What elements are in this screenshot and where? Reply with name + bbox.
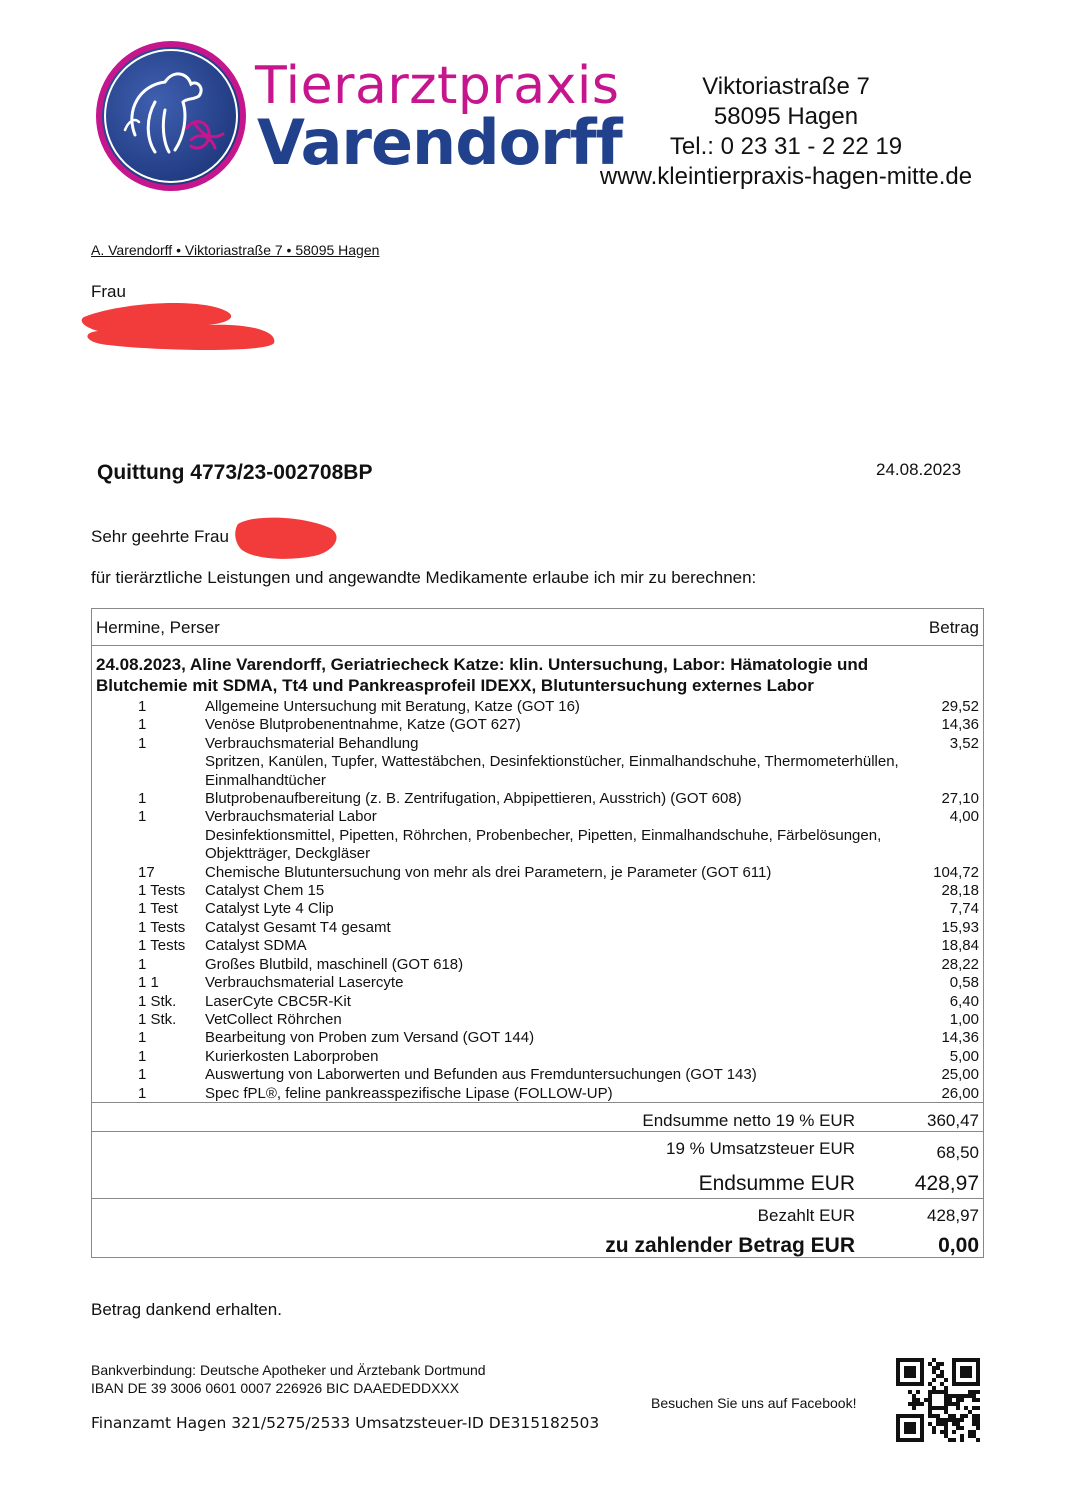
line-item [92, 974, 983, 992]
line-item-amount: 104,72 [933, 863, 979, 881]
line-item-description: Bearbeitung von Proben zum Versand (GOT 144) [205, 1029, 535, 1047]
line-item-quantity: 1 [138, 734, 147, 752]
line-item-quantity: 1 [138, 790, 147, 808]
line-item [92, 1085, 983, 1103]
line-item-amount: 1,00 [949, 1010, 979, 1028]
line-item-description: Venöse Blutprobenentnahme, Katze (GOT 627) [205, 716, 521, 734]
line-item [92, 919, 983, 937]
line-item [92, 753, 983, 790]
line-item-quantity: 1 Tests [138, 918, 186, 936]
contact-website: www.kleintierpraxis-hagen-mitte.de [599, 163, 973, 190]
line-item [92, 956, 983, 974]
line-item-description: VetCollect Röhrchen [205, 1010, 342, 1028]
paid-value: 428,97 [927, 1206, 979, 1225]
line-item-quantity: 1 Stk. [138, 992, 177, 1010]
gross-total-label: Endsumme EUR [698, 1172, 855, 1195]
brand-name-line2: Varendorff [257, 106, 622, 179]
line-item-quantity: 1 [138, 955, 147, 973]
net-total-value: 360,47 [927, 1111, 979, 1130]
line-item [92, 882, 983, 900]
line-item-quantity: 1 Tests [138, 882, 186, 900]
line-item-quantity: 1 [138, 1066, 147, 1084]
line-item-amount: 5,00 [949, 1047, 979, 1065]
line-item-amount: 7,74 [949, 900, 979, 918]
vat-label: 19 % Umsatzsteuer EUR [666, 1139, 855, 1158]
redaction-mark [78, 297, 278, 353]
table-divider [92, 645, 983, 646]
line-item [92, 1066, 983, 1084]
table-divider [92, 1102, 983, 1103]
line-item [92, 735, 983, 753]
table-divider [92, 1198, 983, 1199]
line-item-description: Verbrauchsmaterial Labor [205, 808, 377, 826]
line-item [92, 698, 983, 716]
line-item-description: LaserCyte CBC5R-Kit [205, 992, 351, 1010]
line-item-description: Catalyst SDMA [205, 937, 307, 955]
line-item-amount: 29,52 [941, 698, 979, 715]
line-item-quantity: 1 Test [138, 900, 178, 918]
line-item-description: Spec fPL®, feline pankreasspezifische Lipase (FOLLOW-UP) [205, 1084, 613, 1102]
brand-name-line1: Tierarztpraxis [255, 56, 620, 116]
line-item [92, 900, 983, 918]
line-item-amount: 3,52 [949, 734, 979, 752]
line-item-amount: 26,00 [941, 1084, 979, 1102]
contact-city: 58095 Hagen [713, 103, 859, 130]
greeting: Sehr geehrte Frau [91, 527, 229, 546]
line-item-description: Großes Blutbild, maschinell (GOT 618) [205, 955, 464, 973]
line-item-amount: 28,18 [941, 882, 979, 900]
line-item-amount: 4,00 [949, 808, 979, 826]
gross-total-value: 428,97 [914, 1172, 979, 1195]
redaction-mark [234, 512, 340, 562]
line-item-amount: 25,00 [941, 1066, 979, 1084]
practice-contact [588, 72, 984, 192]
invoice-table [91, 608, 984, 1258]
line-item-description: Kurierkosten Laborproben [205, 1047, 379, 1065]
contact-street: Viktoriastraße 7 [702, 73, 870, 100]
vat-value: 68,50 [936, 1143, 979, 1162]
qr-code[interactable] [896, 1358, 980, 1442]
line-item-description: Catalyst Chem 15 [205, 882, 325, 900]
amount-due-value: 0,00 [938, 1234, 979, 1257]
amount-due-label: zu zahlender Betrag EUR [605, 1234, 855, 1257]
iban-line: IBAN DE 39 3006 0601 0007 226926 BIC DAAEDEDDXXX [91, 1380, 460, 1396]
bank-details: Bankverbindung: Deutsche Apotheker und Ärztebank Dortmund [91, 1362, 486, 1378]
line-item-amount: 18,84 [941, 937, 979, 955]
line-item [92, 1029, 983, 1047]
sender-line: A. Varendorff • Viktoriastraße 7 • 58095 Hagen [91, 242, 380, 258]
line-item-amount: 14,36 [941, 716, 979, 734]
line-item [92, 937, 983, 955]
line-item-quantity: 1 Tests [138, 937, 186, 955]
net-total-label: Endsumme netto 19 % EUR [642, 1111, 855, 1130]
line-item-description: Verbrauchsmaterial Lasercyte [205, 974, 404, 992]
line-item [92, 790, 983, 808]
receipt-date: 24.08.2023 [876, 460, 962, 479]
table-divider [92, 1131, 983, 1132]
line-item-amount: 27,10 [941, 790, 979, 808]
line-item-description: Auswertung von Laborwerten und Befunden aus Fremduntersuchungen (GOT 143) [205, 1066, 757, 1084]
line-item-description: Blutprobenaufbereitung (z. B. Zentrifugation, Abpipettieren, Ausstrich) (GOT 608) [205, 790, 742, 808]
line-item-description: Catalyst Gesamt T4 gesamt [205, 918, 391, 936]
line-item-description: Chemische Blutuntersuchung von mehr als drei Parametern, je Parameter (GOT 611) [205, 863, 772, 881]
line-item-quantity: 1 [138, 1047, 147, 1065]
amount-column-header: Betrag [928, 618, 979, 637]
line-item-quantity: 1 [138, 716, 147, 734]
line-item-amount: 14,36 [941, 1029, 979, 1047]
line-item [92, 808, 983, 826]
line-item-description: Allgemeine Untersuchung mit Beratung, Katze (GOT 16) [205, 698, 580, 715]
line-item-description: Spritzen, Kanülen, Tupfer, Wattestäbchen, Desinfektionstücher, Einmalhandschuhe, Thermometerhüllen, Einmalhandtücher [205, 753, 899, 789]
line-item [92, 1011, 983, 1029]
line-item-quantity: 1 [138, 698, 147, 715]
practice-logo [95, 40, 247, 192]
line-item-description: Desinfektionsmittel, Pipetten, Röhrchen, Probenbecher, Pipetten, Einmalhandschuhe, Färbelösungen, Objektträger, Deckgläser [205, 826, 882, 863]
line-item-quantity: 1 [138, 808, 147, 826]
recipient-salutation: Frau [91, 282, 126, 301]
line-items [92, 698, 983, 1103]
line-item-amount: 28,22 [941, 955, 979, 973]
line-item [92, 1048, 983, 1066]
receipt-title: Quittung 4773/23-002708BP [97, 461, 373, 484]
tax-info: Finanzamt Hagen 321/5275/2533 Umsatzsteuer-ID DE315182503 [91, 1414, 600, 1432]
line-item [92, 716, 983, 734]
contact-phone: Tel.: 0 23 31 - 2 22 19 [669, 133, 903, 160]
paid-label: Bezahlt EUR [757, 1206, 855, 1225]
intro-text: für tierärztliche Leistungen und angewandte Medikamente erlaube ich mir zu berechnen: [91, 568, 757, 587]
line-item-description: Verbrauchsmaterial Behandlung [205, 734, 419, 752]
line-item-amount: 0,58 [949, 974, 979, 992]
line-item-amount: 6,40 [949, 992, 979, 1010]
pet-name: Hermine, Perser [96, 618, 220, 637]
line-item [92, 827, 983, 864]
thanks-note: Betrag dankend erhalten. [91, 1300, 282, 1319]
line-item-quantity: 1 Stk. [138, 1010, 177, 1028]
line-item-quantity: 17 [138, 863, 155, 881]
line-item-quantity: 1 [138, 1084, 147, 1102]
line-item-amount: 15,93 [941, 918, 979, 936]
line-item-description: Catalyst Lyte 4 Clip [205, 900, 334, 918]
line-item [92, 993, 983, 1011]
line-item [92, 864, 983, 882]
visit-summary: 24.08.2023, Aline Varendorff, Geriatriecheck Katze: klin. Untersuchung, Labor: Hämatologie und Blutchemie mit SDMA, Tt4 und Pankreasprofeil IDEXX, Blutuntersuchung externes Labor [96, 655, 869, 695]
facebook-note: Besuchen Sie uns auf Facebook! [651, 1395, 857, 1411]
line-item-quantity: 1 [138, 1029, 147, 1047]
line-item-quantity: 1 1 [138, 974, 159, 992]
